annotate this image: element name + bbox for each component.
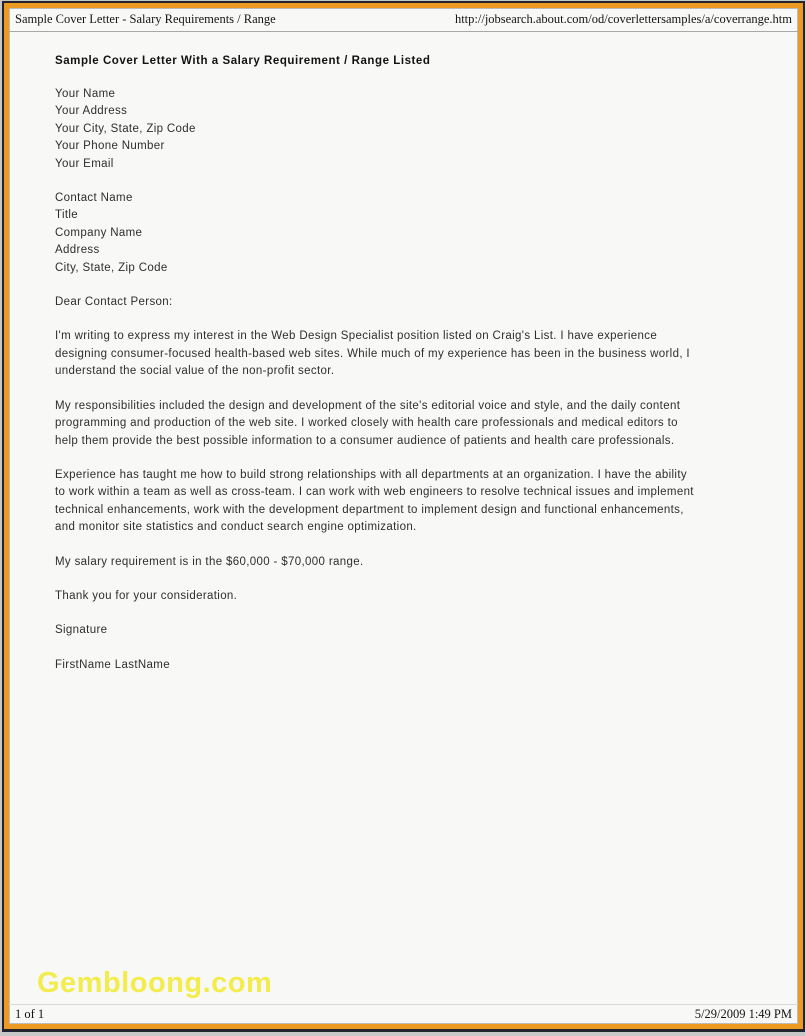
sender-line: Your Email — [55, 157, 114, 170]
print-header-title: Sample Cover Letter - Salary Requirements / Range — [15, 12, 276, 26]
sender-line: Your Name — [55, 88, 116, 100]
paragraph-line: understand the social value of the non-profit sector. — [55, 365, 335, 378]
closing — [55, 588, 758, 605]
paragraph-line: to work within a team as well as cross-team. I can work with web engineers to resolve technical issues and implement — [55, 486, 694, 499]
paragraph-line: Experience has taught me how to build strong relationships with all departments at an organization. I have the ability — [55, 468, 687, 481]
print-footer — [9, 1004, 798, 1024]
salary-requirement — [55, 554, 758, 571]
signature-label-line: Signature — [55, 624, 108, 637]
sender-line: Your City, State, Zip Code — [55, 122, 196, 135]
page-number: 1 of 1 — [15, 1007, 45, 1021]
salary-line: My salary requirement is in the $60,000 - $70,000 range. — [55, 555, 364, 568]
paragraph — [55, 398, 758, 450]
salutation — [55, 294, 758, 311]
recipient-address-block — [55, 190, 758, 277]
print-header — [9, 8, 798, 32]
paragraph-line: help them provide the best possible information to a consumer audience of patients and health care professionals. — [55, 434, 675, 447]
watermark: Gembloong.com — [37, 967, 273, 999]
print-header-url: http://jobsearch.about.com/od/coverlettersamples/a/coverrange.htm — [454, 12, 792, 26]
paragraph-line: technical enhancements, work with the development department to implement design and functional enhancements, — [55, 503, 684, 516]
letter-title: Sample Cover Letter With a Salary Requirement / Range Listed — [55, 55, 431, 67]
recipient-line: Company Name — [55, 226, 143, 239]
closing-line: Thank you for your consideration. — [55, 589, 238, 602]
paragraph-line: My responsibilities included the design and development of the site's editorial voice and style, and the daily content — [55, 399, 681, 412]
page-orange-border — [4, 3, 803, 1029]
document-page — [9, 8, 798, 1024]
signature-name-line: FirstName LastName — [55, 658, 170, 671]
letter-body — [9, 32, 798, 1004]
paragraph — [55, 328, 758, 380]
sender-line: Your Phone Number — [55, 140, 165, 153]
recipient-line: Contact Name — [55, 192, 133, 205]
paragraph-line: and monitor site statistics and conduct search engine optimization. — [55, 521, 417, 534]
sender-line: Your Address — [55, 105, 128, 118]
salutation-line: Dear Contact Person: — [55, 296, 173, 309]
signature-label — [55, 622, 758, 639]
recipient-line: Address — [55, 244, 100, 257]
paragraph-line: designing consumer-focused health-based web sites. While much of my experience has been in the business world, I — [55, 347, 690, 360]
sender-address-block — [55, 86, 758, 173]
paragraph-line: programming and production of the web site. I worked closely with health care professionals and medical editors to — [55, 417, 678, 430]
print-timestamp: 5/29/2009 1:49 PM — [694, 1007, 792, 1021]
recipient-line: Title — [55, 209, 79, 222]
page-dark-frame — [2, 1, 805, 1032]
recipient-line: City, State, Zip Code — [55, 261, 168, 274]
signature-name — [55, 657, 758, 674]
paragraph — [55, 467, 758, 537]
paragraph-line: I'm writing to express my interest in the Web Design Specialist position listed on Craig's List. I have experience — [55, 330, 658, 343]
